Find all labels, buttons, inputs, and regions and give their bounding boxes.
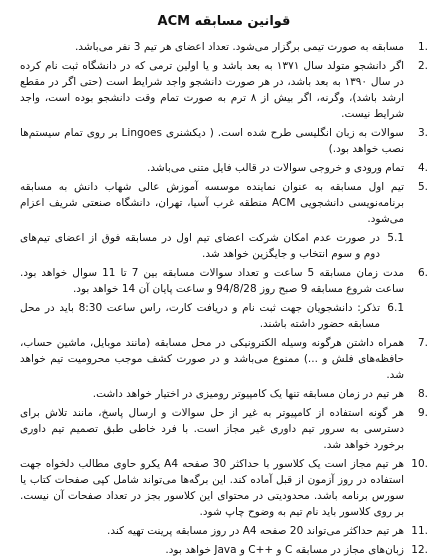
sub-rule-item bbox=[20, 300, 428, 332]
rule-number: 4. bbox=[417, 162, 428, 174]
rule-item bbox=[20, 39, 428, 55]
rule-item bbox=[20, 523, 428, 539]
rule-number: 8. bbox=[417, 388, 428, 400]
rule-text: زبان‌های مجاز در مسابقه C و ++C و Java خواهد بود. bbox=[165, 544, 404, 556]
rule-item bbox=[20, 335, 428, 383]
rule-item bbox=[20, 542, 428, 558]
rule-item bbox=[20, 160, 428, 176]
rule-text: در صورت عدم امکان شرکت اعضای تیم اول در مسابقه فوق از اعضای تیم‌های دوم و سوم انتخاب و جایگزین خواهد شد. bbox=[20, 232, 380, 260]
rule-item bbox=[20, 456, 428, 520]
rule-item bbox=[20, 386, 428, 402]
rules-list bbox=[20, 39, 428, 558]
rule-number: 12. bbox=[411, 544, 428, 556]
rule-text: سوالات به زبان انگلیسی طرح شده است. ( دیکشنری Lingoes بر روی تمام سیستم‌ها نصب خواهد بود.) bbox=[20, 127, 404, 155]
rule-number: 5. bbox=[417, 181, 428, 193]
rule-number: 7. bbox=[417, 337, 428, 349]
rule-text: همراه داشتن هرگونه وسیله الکترونیکی در محل مسابقه (مانند موبایل، ماشین حساب، حافظه‌های فلش و ...) ممنوع می‌باشد و در صورت کشف موجب محرومیت تیم خواهد شد. bbox=[20, 337, 404, 381]
document-title: قوانین مسابقه ACM bbox=[157, 14, 291, 29]
sub-rule-item bbox=[20, 230, 428, 262]
rule-text: تیم اول مسابقه به عنوان نماینده موسسه آموزش عالی شهاب دانش به مسابقه برنامه‌نویسی دانشجویی ACM منطقه غرب آسیا، تهران، دانشگاه صنعتی شریف اعزام می‌شود. bbox=[20, 181, 404, 225]
rule-number: 6. bbox=[417, 267, 428, 279]
rule-number: 2. bbox=[417, 60, 428, 72]
rule-text: مدت زمان مسابقه 5 ساعت و تعداد سوالات مسابقه بین 7 تا 11 سوال خواهد بود. ساعت شروع مسابقه 9 صبح روز 94/8/28 و ساعت پایان آن 14 خواهد بود. bbox=[20, 267, 405, 295]
rule-text: هر گونه استفاده از کامپیوتر به غیر از حل سوالات و ارسال پاسخ، مانند تلاش برای دسترسی به سرور تیم داوری غیر مجاز است. با فرد خاطی طبق تصمیم تیم داوری برخورد خواهد شد. bbox=[20, 407, 404, 451]
rule-item bbox=[20, 405, 428, 453]
rule-text: هر تیم مجاز است یک کلاسور با حداکثر 30 صفحه A4 یکرو حاوی مطالب دلخواه جهت استفاده در روز آزمون از قبل آماده کند. این برگه‌ها می‌تواند شامل کپی صفحات کتاب یا سورس برنامه باشد. محدودیتی در محتوای این کلاسور بجز در تعداد صفحات آن نیست. بر روی کلاسور باید نام تیم به وضوح چاپ شود. bbox=[20, 458, 405, 518]
rule-text: مسابقه به صورت تیمی برگزار می‌شود. تعداد اعضای هر تیم 3 نفر می‌باشد. bbox=[74, 41, 404, 53]
rule-item bbox=[20, 265, 428, 297]
rule-text: تذکر: دانشجویان جهت ثبت نام و دریافت کارت، راس ساعت 8:30 باید در محل مسابقه حضور داشته باشند. bbox=[20, 302, 380, 330]
rule-item bbox=[20, 179, 428, 227]
rule-number: 1. bbox=[417, 41, 428, 53]
rule-number: 11. bbox=[411, 525, 428, 537]
rule-item bbox=[20, 125, 428, 157]
rule-number: 3. bbox=[417, 127, 428, 139]
rule-text: هر تیم در زمان مسابقه تنها یک کامپیوتر رومیزی در اختیار خواهد داشت. bbox=[92, 388, 404, 400]
rule-text: اگر دانشجو متولد سال ۱۳۷۱ به بعد باشد و یا اولین ترمی که در دانشگاه ثبت نام کرده در سال ۱۳۹۰ به بعد باشد، در هر صورت دانشجو واجد شرایط است (حتی اگر در مقطع ارشد باشد)، وگرنه، اگر بیش از ۸ ترم به صورت تمام وقت دانشجو بوده است، واجد شرایط نیست. bbox=[20, 60, 404, 120]
rule-number: 9. bbox=[417, 407, 428, 419]
rule-number: 5.1 bbox=[387, 232, 404, 244]
rule-number: 10. bbox=[411, 458, 428, 470]
rule-text: هر تیم حداکثر می‌تواند 20 صفحه A4 در روز مسابقه پرینت تهیه کند. bbox=[106, 525, 404, 537]
rule-number: 6.1 bbox=[387, 302, 404, 314]
rule-item bbox=[20, 58, 428, 122]
rule-text: تمام ورودی و خروجی سوالات در قالب فایل متنی می‌باشد. bbox=[147, 162, 404, 174]
